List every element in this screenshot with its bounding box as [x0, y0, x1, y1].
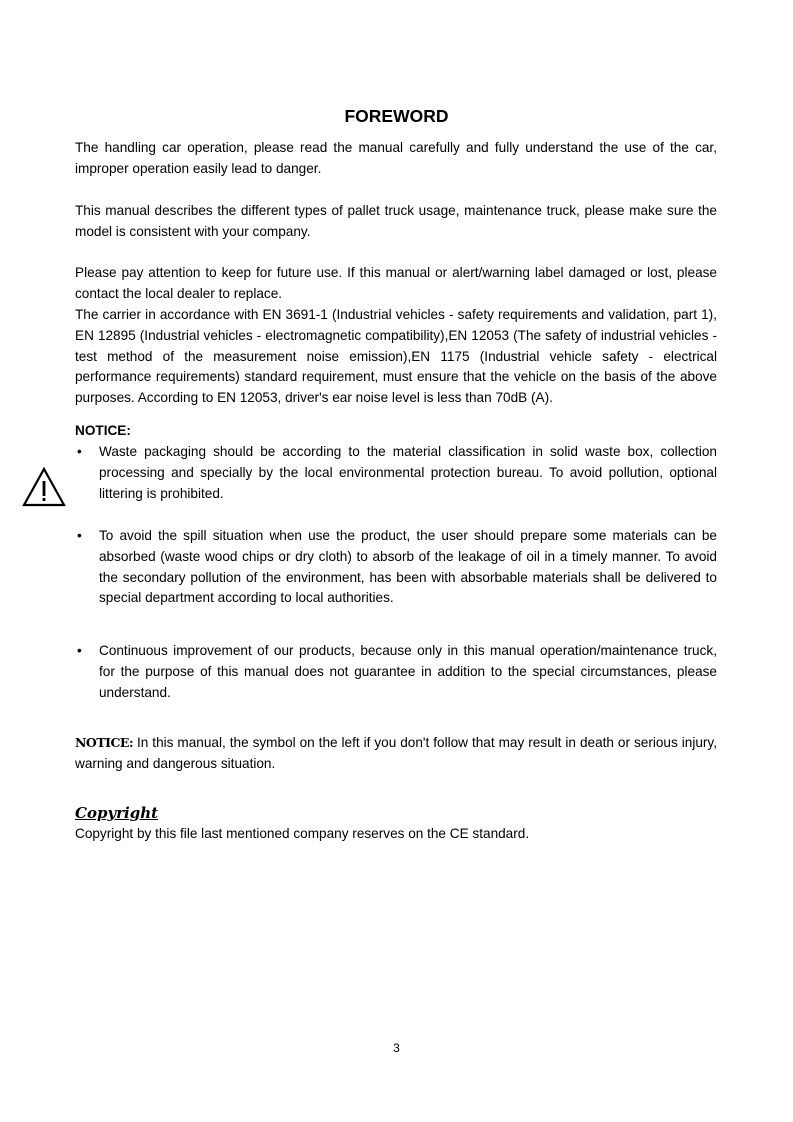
notice-heading: NOTICE: — [75, 423, 131, 438]
notice-label: NOTICE: — [75, 735, 134, 750]
bullet-icon: • — [77, 528, 82, 543]
standards-paragraph: The carrier in accordance with EN 3691-1 (Industrial vehicles - safety requirements and validation, part 1), EN 12895 (Industrial vehicles - electromagnetic compatibility),EN 12053 (The safety of industrial vehicles - test method of the measurement noise emission),EN 1175 (Industrial vehicle safety - electrical performance requirements) standard requirement, must ensure that the vehicle on the basis of the above purposes. According to EN 12053, driver's ear noise level is less than 70dB (A). — [75, 307, 717, 406]
intro-paragraph: The handling car operation, please read the manual carefully and fully understand the use of the car, improper operation easily lead to danger. — [75, 140, 717, 176]
bullet-icon: • — [77, 643, 82, 658]
bullet-text: Waste packaging should be according to the material classification in solid waste box, collection processing and specially by the local environmental protection bureau. To avoid pollution, optional littering is prohibited. — [99, 444, 717, 501]
bullet-text: Continuous improvement of our products, because only in this manual operation/maintenance truck, for the purpose of this manual does not guarantee in addition to the special circumstances, please understand. — [99, 643, 717, 700]
copyright-heading — [75, 803, 717, 825]
copyright-text: Copyright by this file last mentioned company reserves on the CE standard. — [75, 826, 530, 841]
page-title: FOREWORD — [344, 106, 449, 126]
notice-bullet-improvement — [75, 641, 717, 703]
copyright-heading-text: Copyright — [75, 804, 159, 822]
page-number: 3 — [393, 1041, 400, 1055]
notice-bullet-spill — [75, 526, 717, 609]
bullet-text: To avoid the spill situation when use the product, the user should prepare some materials can be absorbed (waste wood chips or dry cloth) to absorb of the leakage of oil in a timely manner. To avoid the secondary pollution of the environment, has been with absorbable materials shall be delivered to special department according to local authorities. — [99, 528, 717, 606]
manual-scope-paragraph: This manual describes the different types of pallet truck usage, maintenance truck, please make sure the model is consistent with your company. — [75, 203, 717, 239]
notice-text: In this manual, the symbol on the left if you don't follow that may result in death or serious injury, warning and dangerous situation. — [75, 735, 717, 771]
keep-manual-paragraph: Please pay attention to keep for future use. If this manual or alert/warning label damaged or lost, please contact the local dealer to replace. — [75, 265, 717, 301]
bullet-icon: • — [77, 444, 82, 459]
notice-symbol-paragraph — [75, 733, 717, 775]
warning-triangle-icon — [22, 466, 66, 508]
notice-bullet-waste — [75, 442, 717, 504]
